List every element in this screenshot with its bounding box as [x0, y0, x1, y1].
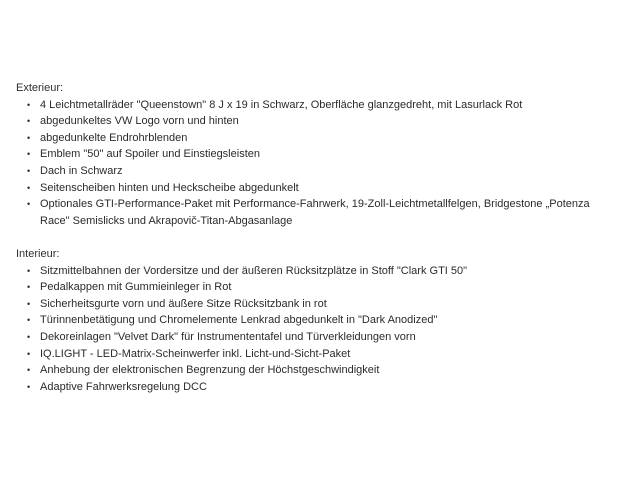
exterior-section: [16, 80, 636, 229]
list-item: [27, 180, 620, 197]
list-item-text: Adaptive Fahrwerksregelung DCC: [40, 380, 207, 393]
exterior-heading: Exterieur:: [16, 82, 64, 94]
list-item-text: Anhebung der elektronischen Begrenzung der Höchstgeschwindigkeit: [40, 364, 380, 377]
list-item: [27, 196, 620, 229]
list-item: [27, 97, 620, 114]
list-item-text: 4 Leichtmetallräder "Queenstown" 8 J x 19 in Schwarz, Oberfläche glanzgedreht, mit Lasurlack Rot: [40, 98, 523, 111]
bullet-icon: •: [27, 381, 31, 392]
list-item-text: abgedunkelte Endrohrblenden: [40, 131, 188, 144]
bullet-icon: •: [27, 132, 31, 143]
exterior-list: [16, 97, 636, 230]
list-item-text: Dach in Schwarz: [40, 164, 123, 177]
bullet-icon: •: [27, 265, 31, 276]
bullet-icon: •: [27, 348, 31, 359]
equipment-description: [16, 80, 636, 395]
list-item-text: Sicherheitsgurte vorn und äußere Sitze Rücksitzbank in rot: [40, 297, 327, 310]
bullet-icon: •: [27, 298, 31, 309]
list-item: [27, 312, 620, 329]
list-item: [27, 130, 620, 147]
interior-section: [16, 246, 636, 395]
list-item-text: Emblem "50" auf Spoiler und Einstiegsleisten: [40, 148, 260, 161]
bullet-icon: •: [27, 116, 31, 127]
list-item: [27, 362, 620, 379]
list-item: [27, 113, 620, 130]
bullet-icon: •: [27, 165, 31, 176]
list-item-text: abgedunkeltes VW Logo vorn und hinten: [40, 115, 239, 128]
interior-list: [16, 263, 636, 396]
bullet-icon: •: [27, 282, 31, 293]
interior-heading: Interieur:: [16, 247, 60, 260]
bullet-icon: •: [27, 182, 31, 193]
list-item: [27, 163, 620, 180]
list-item-text: Dekoreinlagen "Velvet Dark" für Instrumententafel und Türverkleidungen vorn: [40, 330, 416, 343]
list-item-text: Pedalkappen mit Gummieinleger in Rot: [40, 281, 232, 294]
list-item: [27, 346, 620, 363]
list-item-text: Optionales GTI-Performance-Paket mit Performance-Fahrwerk, 19-Zoll-Leichtmetallfelgen, Bridgestone „Potenza Race" Semislicks und Akrapovič-Titan-Abgasanlage: [40, 198, 590, 227]
list-item: [27, 296, 620, 313]
list-item: [27, 379, 620, 396]
list-item-text: Sitzmittelbahnen der Vordersitze und der äußeren Rücksitzplätze in Stoff "Clark GTI 50": [40, 264, 468, 277]
list-item: [27, 263, 620, 280]
list-item-text: Seitenscheiben hinten und Heckscheibe abgedunkelt: [40, 181, 299, 194]
section-spacer: [16, 229, 636, 246]
list-item: [27, 146, 620, 163]
bullet-icon: •: [27, 315, 31, 326]
list-item-text: IQ.LIGHT - LED-Matrix-Scheinwerfer inkl. Licht-und-Sicht-Paket: [40, 347, 351, 360]
bullet-icon: •: [27, 365, 31, 376]
bullet-icon: •: [27, 99, 31, 110]
list-item: [27, 279, 620, 296]
bullet-icon: •: [27, 199, 31, 210]
bullet-icon: •: [27, 149, 31, 160]
list-item: [27, 329, 620, 346]
list-item-text: Türinnenbetätigung und Chromelemente Lenkrad abgedunkelt in "Dark Anodized": [40, 314, 438, 327]
bullet-icon: •: [27, 331, 31, 342]
